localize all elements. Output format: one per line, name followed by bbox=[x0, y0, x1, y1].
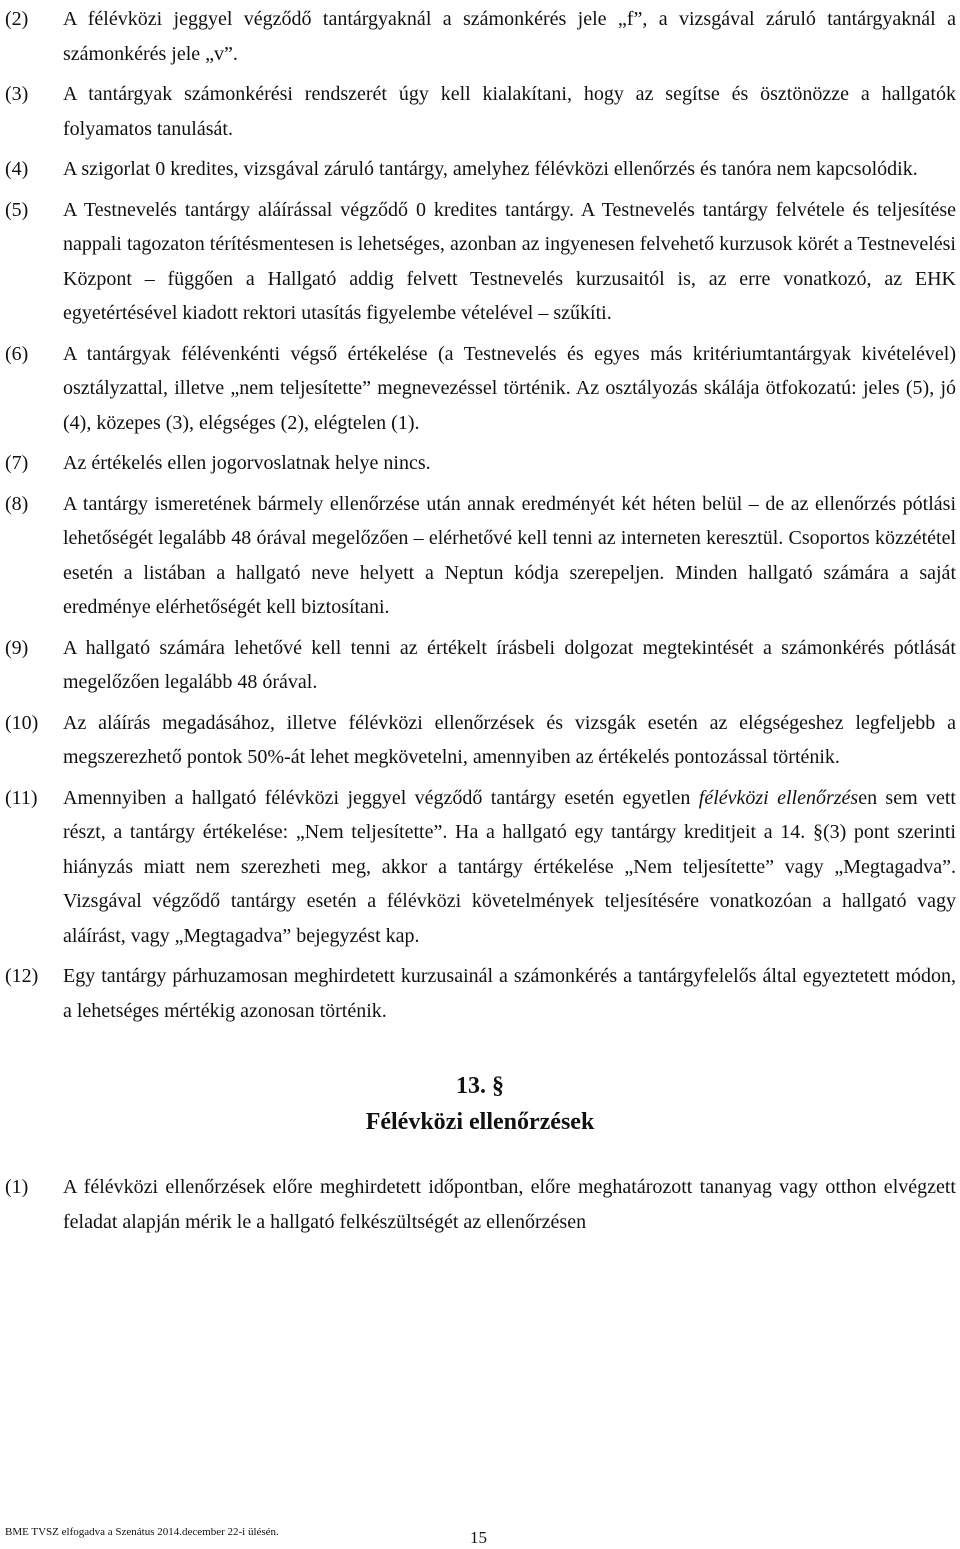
paragraph-text: A szigorlat 0 kredites, vizsgával záruló tantárgy, amelyhez félévközi ellenőrzés és tanóra nem kapcsolódik. bbox=[63, 158, 918, 180]
section-title: Félévközi ellenőrzések bbox=[365, 1109, 595, 1135]
paragraph-number: (3) bbox=[5, 83, 29, 105]
paragraph-number: (9) bbox=[5, 636, 29, 659]
paragraph-text bbox=[63, 781, 956, 954]
paragraph-number: (5) bbox=[5, 198, 29, 221]
paragraph-10 bbox=[0, 706, 960, 775]
paragraph-text: A Testnevelés tantárgy aláírással végződő 0 kredites tantárgy. A Testnevelés tantárgy felvétele és teljesítése nappali tagozaton térítésmentesen is lehetséges, azonban az ingyenesen felvehető kurzusok körét a Testnevelési Központ ‒ függően a Hallgató addig felvett Testnevelés kurzusaitól is, az erre vonatkozó, az EHK egyetértésével kiadott rektori utasítás figyelembe vételével ‒ szűkíti. bbox=[63, 198, 956, 324]
paragraph-text: A félévközi jeggyel végződő tantárgyaknál a számonkérés jele „f”, a vizsgával záruló tantárgyaknál a számonkérés jele „v”. bbox=[63, 8, 956, 65]
section-number: 13. bbox=[456, 1073, 486, 1099]
page-number: 15 bbox=[470, 1528, 487, 1547]
paragraph-12 bbox=[0, 959, 960, 1028]
paragraph-11 bbox=[0, 781, 960, 954]
paragraph-number: (2) bbox=[5, 8, 29, 30]
section-paragraph-1 bbox=[0, 1170, 960, 1239]
paragraph-number: (11) bbox=[5, 786, 38, 809]
paragraph-text: Az aláírás megadásához, illetve félévközi ellenőrzések és vizsgák esetén az elégségeshez legfeljebb a megszerezhető pontok 50%-át lehet megkövetelni, amennyiben az értékelés pontozással történik. bbox=[63, 711, 956, 768]
paragraph-number: (8) bbox=[5, 492, 29, 515]
paragraph-text: A tantárgy ismeretének bármely ellenőrzése után annak eredményét két héten belül ‒ de az ellenőrzés pótlási lehetőségét legalább 48 órával megelőzően ‒ elérhetővé kell tenni az interneten keresztül. Csoportos közzététel esetén a listában a hallgató neve helyett a Neptun kódja szerepeljen. Minden hallgató számára a saját eredménye elérhetőségét kell biztosítani. bbox=[63, 492, 956, 618]
paragraph-number: (4) bbox=[5, 158, 29, 180]
paragraph-5 bbox=[0, 193, 960, 331]
paragraph-number: (1) bbox=[5, 1176, 29, 1198]
section-number-line bbox=[0, 1068, 960, 1104]
footer-note: BME TVSZ elfogadva a Szenátus 2014.december 22-i ülésén. bbox=[5, 1526, 279, 1538]
paragraph-6 bbox=[0, 337, 960, 441]
section-symbol: § bbox=[492, 1073, 504, 1099]
paragraph-text: Az értékelés ellen jogorvoslatnak helye nincs. bbox=[63, 452, 431, 474]
paragraph-text: A félévközi ellenőrzések előre meghirdetett időpontban, előre meghatározott tananyag vagy otthon elvégzett feladat alapján mérik le a hallgató felkészültségét az ellenőrzésen bbox=[63, 1176, 956, 1233]
paragraph-text-part: Amennyiben a hallgató félévközi jeggyel végződő tantárgy esetén egyetlen bbox=[63, 786, 699, 809]
paragraph-text: A hallgató számára lehetővé kell tenni az értékelt írásbeli dolgozat megtekintését a számonkérés pótlását megelőzően legalább 48 órával. bbox=[63, 636, 956, 693]
paragraph-number: (7) bbox=[5, 452, 29, 474]
paragraph-list bbox=[0, 2, 960, 1245]
paragraph-text: Egy tantárgy párhuzamosan meghirdetett kurzusainál a számonkérés a tantárgyfelelős által egyeztetett módon, a lehetséges mértékig azonosan történik. bbox=[63, 965, 956, 1022]
section-heading bbox=[0, 1068, 960, 1140]
paragraph-7 bbox=[0, 446, 960, 481]
paragraph-number: (10) bbox=[5, 711, 39, 734]
paragraph-9 bbox=[0, 631, 960, 700]
paragraph-number: (12) bbox=[5, 965, 39, 987]
paragraph-text-part: en sem vett részt, a tantárgy értékelése: „Nem teljesítette”. Ha a hallgató egy tantárgy kreditjeit a 14. §(3) pont szerinti hiányzás miatt nem szerezheti meg, akkor a tantárgy értékelése „Nem teljesítette” vagy „Megtagadva”. Vizsgával végződő tantárgy esetén a félévközi követelmények teljesítésére vonatkozóan a hallgató vagy aláírást, vagy „Megtagadva” bejegyzést kap. bbox=[63, 786, 956, 947]
paragraph-3 bbox=[0, 77, 960, 146]
paragraph-8 bbox=[0, 487, 960, 625]
italic-term: félévközi ellenőrzés bbox=[698, 786, 859, 809]
paragraph-text: A tantárgyak számonkérési rendszerét úgy kell kialakítani, hogy az segítse és ösztönözze a hallgatók folyamatos tanulását. bbox=[63, 83, 956, 140]
paragraph-text: A tantárgyak félévenkénti végső értékelése (a Testnevelés és egyes más kritériumtantárgyak kivételével) osztályzattal, illetve „nem teljesítette” megnevezéssel történik. Az osztályozás skálája ötfokozatú: jeles (5), jó (4), közepes (3), elégséges (2), elégtelen (1). bbox=[63, 342, 956, 434]
paragraph-number: (6) bbox=[5, 342, 29, 365]
paragraph-2 bbox=[0, 2, 960, 71]
paragraph-4 bbox=[0, 152, 960, 187]
